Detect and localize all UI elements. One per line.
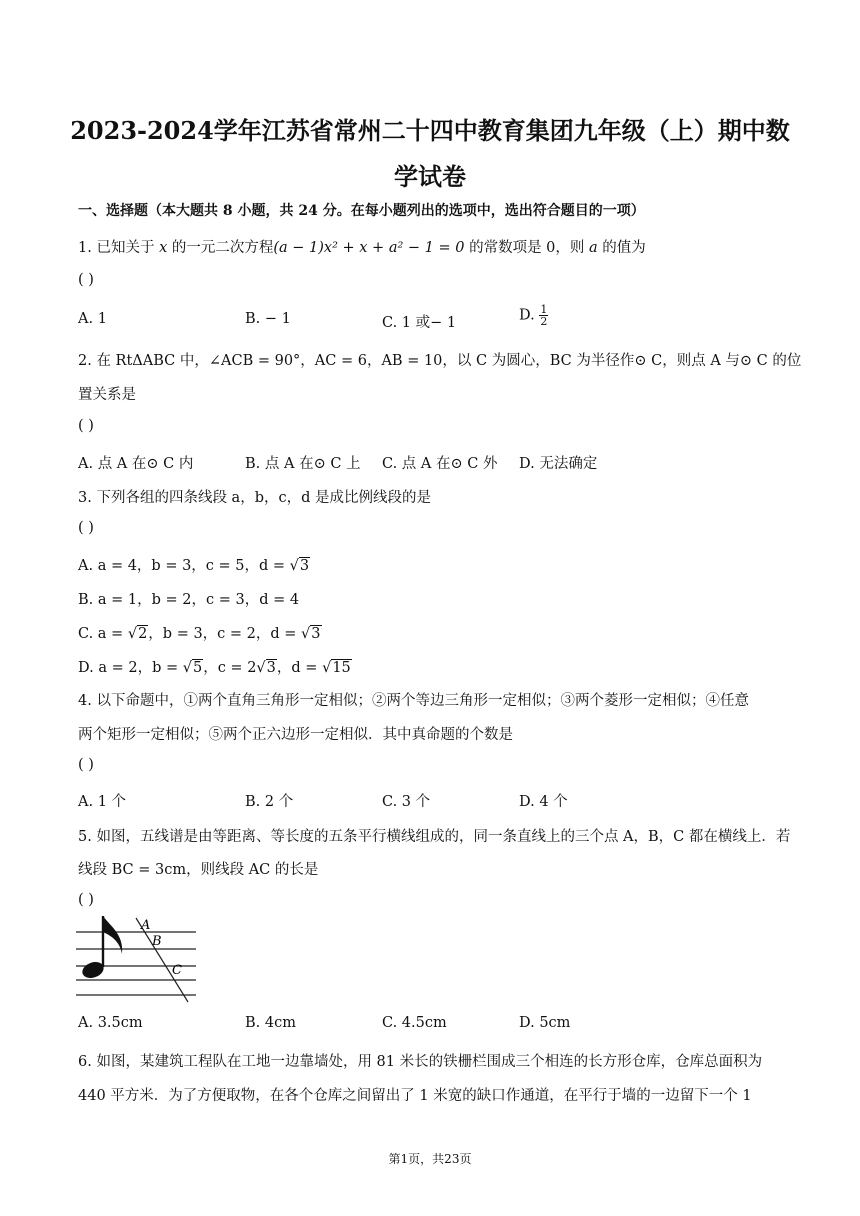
q3-option-d[interactable]: D. a = 2，b = √5，c = 2√3，d = √15 [78, 660, 351, 676]
q5-option-d[interactable]: D. 5cm [519, 1015, 571, 1031]
point-a-label: A [141, 918, 151, 933]
q1-stem: 1. 已知关于 x 的一元二次方程(a − 1)x² + x + a² − 1 = 0 的常数项是 0，则 a 的值为 [78, 240, 646, 256]
q4-option-a[interactable]: A. 1 个 [78, 794, 127, 810]
q1-option-a[interactable]: A. 1 [78, 311, 107, 327]
q3-option-a[interactable]: A. a = 4，b = 3，c = 5，d = √3 [78, 558, 310, 574]
q3-answer-blank: ( ) [78, 520, 94, 536]
page-footer: 第1页，共23页 [388, 1152, 472, 1166]
q5-stem-line1: 5. 如图，五线谱是由等距离、等长度的五条平行横线组成的，同一条直线上的三个点 A，B，C 都在横线上．若 [78, 829, 791, 845]
q4-option-b[interactable]: B. 2 个 [245, 794, 294, 810]
section-heading: 一、选择题（本大题共 8 小题，共 24 分。在每小题列出的选项中，选出符合题目的一项） [78, 203, 645, 219]
q4-stem-line1: 4. 以下命题中，①两个直角三角形一定相似；②两个等边三角形一定相似；③两个菱形一定相似；④任意 [78, 693, 749, 709]
q1-option-b[interactable]: B. − 1 [245, 311, 291, 327]
q4-stem-line2: 两个矩形一定相似；⑤两个正六边形一定相似．其中真命题的个数是 [78, 727, 513, 743]
q4-option-d[interactable]: D. 4 个 [519, 794, 568, 810]
q5-option-c[interactable]: C. 4.5cm [382, 1015, 447, 1031]
q1-option-d[interactable]: D. $\frac{1}{2}$ [519, 303, 548, 328]
music-staff-figure [76, 912, 200, 1004]
q5-option-a[interactable]: A. 3.5cm [78, 1015, 143, 1031]
q2-stem-line1: 2. 在 RtΔABC 中，∠ACB = 90°，AC = 6，AB = 10，以 C 为圆心，BC 为半径作⊙ C，则点 A 与⊙ C 的位 [78, 353, 802, 369]
q1-option-c[interactable]: C. 1 或− 1 [382, 315, 457, 331]
q2-option-c[interactable]: C. 点 A 在⊙ C 外 [382, 456, 498, 472]
page-title: 2023-2024学年江苏省常州二十四中教育集团九年级（上）期中数学试卷 [70, 116, 790, 191]
q3-option-c[interactable]: C. a = √2，b = 3，c = 2，d = √3 [78, 626, 321, 642]
q5-stem-line2: 线段 BC = 3cm，则线段 AC 的长是 [78, 862, 319, 878]
q5-answer-blank: ( ) [78, 892, 94, 908]
q2-option-d[interactable]: D. 无法确定 [519, 456, 598, 472]
q1-answer-blank: ( ) [78, 272, 94, 288]
q2-option-a[interactable]: A. 点 A 在⊙ C 内 [78, 456, 194, 472]
point-c-label: C [172, 963, 182, 978]
q3-stem: 3. 下列各组的四条线段 a，b，c，d 是成比例线段的是 [78, 490, 431, 506]
q6-stem-line1: 6. 如图，某建筑工程队在工地一边靠墙处，用 81 米长的铁栅栏围成三个相连的长方形仓库，仓库总面积为 [78, 1054, 763, 1070]
q2-answer-blank: ( ) [78, 418, 94, 434]
q2-option-b[interactable]: B. 点 A 在⊙ C 上 [245, 456, 361, 472]
q4-answer-blank: ( ) [78, 757, 94, 773]
q2-stem-line2: 置关系是 [78, 387, 136, 403]
q6-stem-line2: 440 平方米．为了方便取物，在各个仓库之间留出了 1 米宽的缺口作通道，在平行于墙的一边留下一个 1 [78, 1088, 752, 1104]
q4-option-c[interactable]: C. 3 个 [382, 794, 431, 810]
q3-option-b[interactable]: B. a = 1，b = 2，c = 3，d = 4 [78, 592, 300, 608]
point-b-label: B [152, 934, 162, 949]
q5-option-b[interactable]: B. 4cm [245, 1015, 296, 1031]
